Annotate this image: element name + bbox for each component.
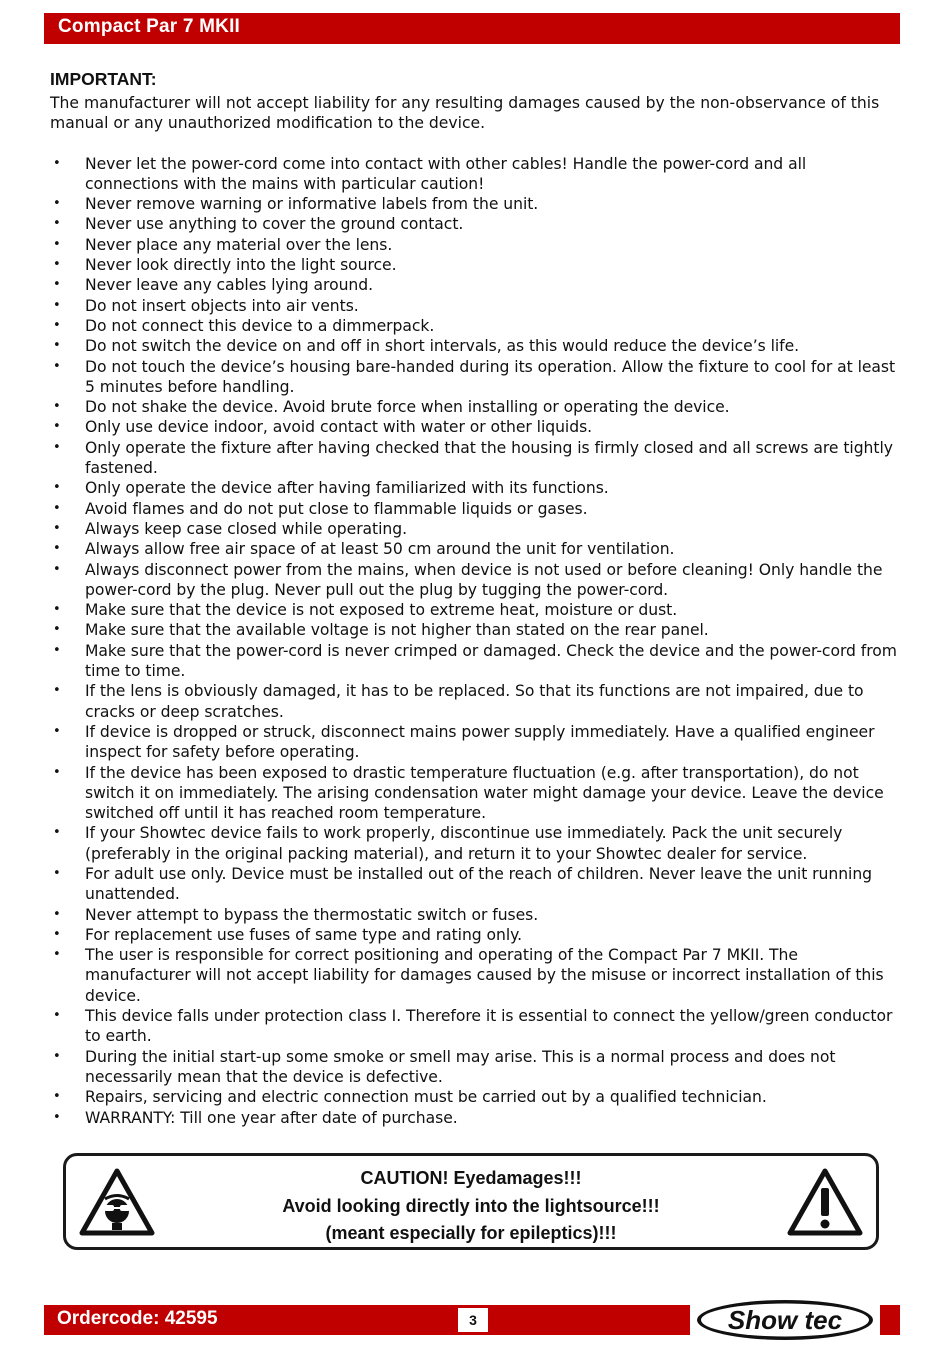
safety-rule-item <box>50 357 900 398</box>
safety-rule-text: If device is dropped or struck, disconnect mains power supply immediately. Have a qualified engineer inspect for safety before operating. <box>85 722 875 762</box>
safety-rule-text: Make sure that the available voltage is not higher than stated on the rear panel. <box>85 621 709 640</box>
showtec-logo <box>690 1298 880 1342</box>
safety-rule-item <box>50 1047 900 1088</box>
bullet-icon: • <box>53 419 61 435</box>
safety-rule-text: Avoid flames and do not put close to flammable liquids or gases. <box>85 499 588 518</box>
safety-rule-item <box>50 417 900 437</box>
important-intro: The manufacturer will not accept liability for any resulting damages caused by the non-observance of this manual or any unauthorized modification to the device. <box>50 94 880 133</box>
safety-rule-text: During the initial start-up some smoke or smell may arise. This is a normal process and does not necessarily mean that the device is defective. <box>85 1047 836 1086</box>
safety-rule-item <box>50 316 900 336</box>
safety-rule-item <box>50 539 900 559</box>
bullet-icon: • <box>53 723 61 739</box>
caution-line-1: CAUTION! Eyedamages!!! <box>360 1168 582 1188</box>
safety-rule-item <box>50 336 900 356</box>
safety-rule-item <box>50 681 900 722</box>
exclamation-warning-icon <box>787 1168 863 1236</box>
safety-rule-item <box>50 1087 900 1107</box>
caution-line-2: Avoid looking directly into the lightsource!!! <box>282 1195 660 1216</box>
safety-rule-text: WARRANTY: Till one year after date of purchase. <box>85 1108 458 1127</box>
bullet-icon: • <box>53 297 61 313</box>
safety-rule-text: Never leave any cables lying around. <box>85 276 373 295</box>
bullet-icon: • <box>53 399 61 415</box>
bullet-icon: • <box>53 865 61 881</box>
safety-rule-text: Never let the power-cord come into contact with other cables! Handle the power-cord and all connections with the mains with particular caution! <box>85 154 807 193</box>
logo-wordmark: Show tec <box>727 1305 843 1335</box>
safety-rule-item <box>50 275 900 295</box>
safety-rule-item <box>50 519 900 539</box>
bullet-icon: • <box>53 1008 61 1024</box>
header-bar <box>44 13 900 44</box>
safety-rule-item <box>50 945 900 1006</box>
safety-rule-text: If your Showtec device fails to work properly, discontinue use immediately. Pack the unit securely (preferably in the original packing material), and return it to your Showtec dealer for service. <box>85 824 843 863</box>
safety-rule-text: The user is responsible for correct positioning and operating of the Compact Par 7 MKII. The manufacturer will not accept liability for damages caused by the misuse or incorrect installation of this device. <box>85 946 884 1005</box>
safety-rule-text: Always disconnect power from the mains, when device is not used or before cleaning! Only handle the power-cord by the plug. Never pull out the plug by tugging the power-cord. <box>85 560 883 599</box>
safety-rule-text: Only use device indoor, avoid contact with water or other liquids. <box>85 418 593 437</box>
page-number: 3 <box>458 1308 488 1332</box>
bullet-icon: • <box>53 906 61 922</box>
bullet-icon: • <box>53 480 61 496</box>
safety-rule-text: Do not switch the device on and off in short intervals, as this would reduce the device’s life. <box>85 337 800 356</box>
safety-rule-item <box>50 1006 900 1047</box>
bullet-icon: • <box>53 155 61 171</box>
safety-rule-item <box>50 478 900 498</box>
caution-message <box>196 1165 746 1248</box>
safety-rule-item <box>50 296 900 316</box>
safety-rule-text: Always allow free air space of at least 50 cm around the unit for ventilation. <box>85 540 675 559</box>
safety-rule-item <box>50 499 900 519</box>
safety-rule-text: Make sure that the power-cord is never crimped or damaged. Check the device and the power-cord from time to time. <box>85 641 897 681</box>
safety-rule-text: Only operate the fixture after having checked that the housing is firmly closed and all screws are tightly fastened. <box>85 438 893 478</box>
bullet-icon: • <box>53 520 61 536</box>
safety-rule-text: Only operate the device after having familiarized with its functions. <box>85 479 609 498</box>
safety-rule-item <box>50 620 900 640</box>
eye-protection-warning-icon <box>79 1168 155 1236</box>
bullet-icon: • <box>53 541 61 557</box>
bullet-icon: • <box>53 236 61 252</box>
safety-rule-item <box>50 560 900 601</box>
bullet-icon: • <box>53 338 61 354</box>
safety-rule-item <box>50 255 900 275</box>
safety-rule-item <box>50 864 900 905</box>
bullet-icon: • <box>53 196 61 212</box>
bullet-icon: • <box>53 602 61 618</box>
bullet-icon: • <box>53 317 61 333</box>
safety-rule-text: If the device has been exposed to drastic temperature fluctuation (e.g. after transportation), do not switch it on immediately. The arising condensation water might damage your device. Leave the device switched off until it has reached room temperature. <box>85 763 884 823</box>
safety-rule-item <box>50 194 900 214</box>
bullet-icon: • <box>53 216 61 232</box>
safety-rule-item <box>50 235 900 255</box>
safety-rule-text: Never look directly into the light source. <box>85 256 397 275</box>
safety-rule-item <box>50 438 900 479</box>
safety-rule-item <box>50 641 900 682</box>
bullet-icon: • <box>53 1089 61 1105</box>
bullet-icon: • <box>53 947 61 963</box>
safety-rule-item <box>50 397 900 417</box>
caution-box <box>63 1153 879 1250</box>
safety-rules-list <box>50 154 900 1128</box>
safety-rule-item <box>50 214 900 234</box>
safety-rule-text: Never attempt to bypass the thermostatic switch or fuses. <box>85 905 539 924</box>
safety-rule-item <box>50 722 900 763</box>
safety-rule-text: Make sure that the device is not exposed to extreme heat, moisture or dust. <box>85 601 678 620</box>
bullet-icon: • <box>53 642 61 658</box>
bullet-icon: • <box>53 561 61 577</box>
safety-rule-text: Always keep case closed while operating. <box>85 519 407 538</box>
document-title: Compact Par 7 MKII <box>58 16 241 37</box>
showtec-logo-graphic <box>690 1298 880 1342</box>
safety-rule-text: Never place any material over the lens. <box>85 235 393 254</box>
safety-rule-text: Repairs, servicing and electric connection must be carried out by a qualified technician. <box>85 1088 767 1107</box>
safety-rule-text: Never remove warning or informative labels from the unit. <box>85 195 539 214</box>
bullet-icon: • <box>53 1048 61 1064</box>
ordercode: Ordercode: 42595 <box>57 1308 218 1329</box>
caution-line-3: (meant especially for epileptics)!!! <box>325 1223 617 1243</box>
bullet-icon: • <box>53 257 61 273</box>
safety-rule-text: Do not connect this device to a dimmerpack. <box>85 316 435 335</box>
safety-rule-item <box>50 823 900 864</box>
bullet-icon: • <box>53 1109 61 1125</box>
safety-rule-item <box>50 1108 900 1128</box>
bullet-icon: • <box>53 764 61 780</box>
safety-rule-item <box>50 600 900 620</box>
safety-rule-text: Do not insert objects into air vents. <box>85 296 359 315</box>
bullet-icon: • <box>53 926 61 942</box>
safety-rule-text: Do not touch the device’s housing bare-handed during its operation. Allow the fixture to cool for at least 5 minutes before handling. <box>85 357 896 396</box>
important-section <box>50 68 900 1128</box>
safety-rule-item <box>50 925 900 945</box>
safety-rule-text: If the lens is obviously damaged, it has to be replaced. So that its functions are not impaired, due to cracks or deep scratches. <box>85 682 864 721</box>
safety-rule-item <box>50 763 900 824</box>
bullet-icon: • <box>53 358 61 374</box>
important-heading: IMPORTANT: <box>50 69 157 89</box>
safety-rule-text: For adult use only. Device must be installed out of the reach of children. Never leave the unit running unattended. <box>85 864 873 904</box>
bullet-icon: • <box>53 439 61 455</box>
safety-rule-text: This device falls under protection class I. Therefore it is essential to connect the yellow/green conductor to earth. <box>85 1007 893 1046</box>
bullet-icon: • <box>53 825 61 841</box>
bullet-icon: • <box>53 622 61 638</box>
bullet-icon: • <box>53 277 61 293</box>
safety-rule-item <box>50 905 900 925</box>
safety-rule-text: For replacement use fuses of same type and rating only. <box>85 925 523 944</box>
safety-rule-item <box>50 154 900 195</box>
bullet-icon: • <box>53 500 61 516</box>
safety-rule-text: Never use anything to cover the ground contact. <box>85 215 464 234</box>
bullet-icon: • <box>53 683 61 699</box>
safety-rule-text: Do not shake the device. Avoid brute force when installing or operating the device. <box>85 398 730 417</box>
